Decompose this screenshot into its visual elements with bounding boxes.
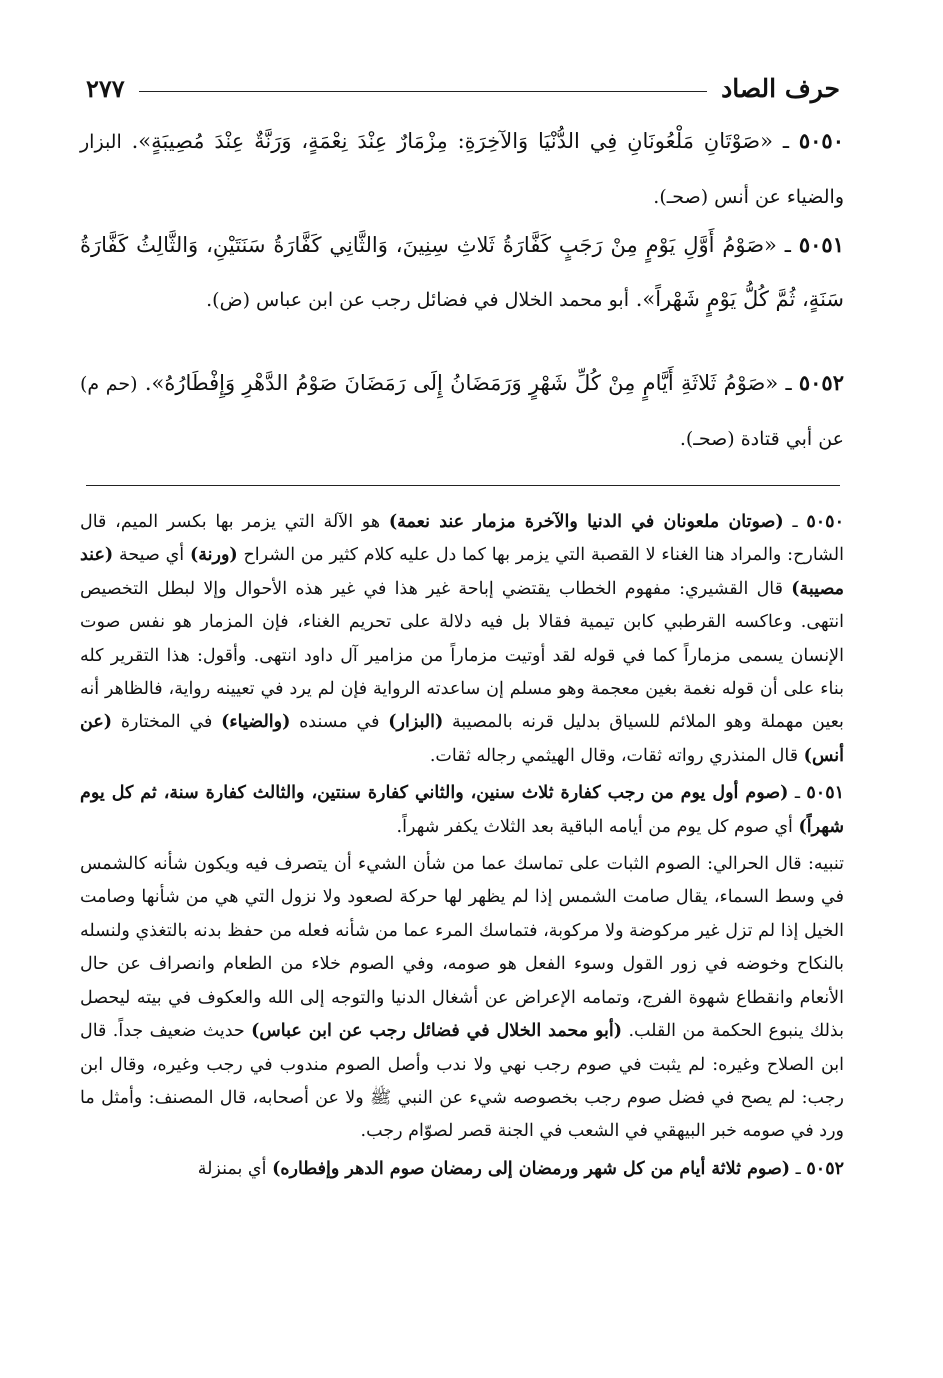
quoted-source: (أبو محمد الخلال في فضائل رجب عن ابن عباس) — [251, 1021, 623, 1042]
commentary — [80, 506, 844, 1190]
hadith-text: «صَوْتَانِ مَلْعُونَانِ فِي الدُّنْيَا وَالآخِرَةِ: مِزْمَارٌ عِنْدَ نِعْمَةٍ، وَرَنَّةٌ عِنْدَ مُصِيبَةٍ». — [131, 129, 773, 153]
hadith-source: أبو محمد الخلال في فضائل رجب عن ابن عباس (ض). — [206, 289, 629, 311]
commentary-5050: ٥٠٥٠ ـ (صوتان ملعونان في الدنيا والآخرة مزمار عند نعمة) هو الآلة التي يزمر بها بكسر الميم، قال الشارح: والمراد هنا الغناء لا القصبة التي يزمر بها كما دل عليه كلام كثير من الشراح (ورنة) أي صيحة (عند مصيبة) قال القشيري: مفهوم الخطاب يقتضي إباحة غير هذا في غير هذه الأحوال وإلا لبطل التخصيص انتهى. وعاكسه القرطبي كابن تيمية فقالا بل فيه دلالة على تحريم الغناء، فإن المزمار هو نفس صوت الإنسان يسمى مزماراً كما في قوله لقد أوتيت مزماراً من مزامير آل داود انتهى. وأقول: هذا التقرير كله بناء على أن قوله نغمة بغين معجمة وهو مسلم إن ساعدته الرواية فإن لم يرد في تعيينه رواية، فالظاهر أنه بعين مهملة وهو الملائم للسياق بدليل قرنه بالمصيبة (البزار) في مسنده (والضياء) في المختارة (عن أنس) قال المنذري رواته ثقات، وقال الهيثمي رجاله ثقات. — [80, 512, 844, 766]
chapter-title: حرف الصاد — [721, 73, 840, 103]
hadith-number: ٥٠٥١ — [798, 232, 844, 257]
hadith-source: (حم م) عن أبي قتادة (صحـ). — [80, 373, 844, 450]
note-number: ٥٠٥٢ — [806, 1158, 844, 1179]
page-number: ٢٧٧ — [86, 73, 125, 103]
hadith-text: «صَوْمُ ثَلاثَةِ أَيَّامٍ مِنْ كُلِّ شَهْرٍ وَرَمَضَانُ إِلَى رَمَضَانَ صَوْمُ الدَّهْرِ وَإِفْطَارُهُ». — [144, 371, 779, 395]
quoted-hadith: (صوم أول يوم من رجب كفارة ثلاث سنين، والثاني كفارة سنتين، والثالث كفارة سنة، ثم كل يوم شهراً) — [80, 783, 844, 837]
quoted-hadith: (صوم ثلاثة أيام من كل شهر ورمضان إلى رمضان صوم الدهر وإفطاره) — [272, 1158, 791, 1179]
hadith-source: البزار والضياء عن أنس (صحـ). — [80, 131, 844, 208]
hadith-number: ٥٠٥٠ — [798, 128, 844, 153]
hadith-entry: ٥٠٥٢ ـ «صَوْمُ ثَلاثَةِ أَيَّامٍ مِنْ كُلِّ شَهْرٍ وَرَمَضَانُ إِلَى رَمَضَانَ صَوْمُ الدَّهْرِ وَإِفْطَارُهُ». (حم م) عن أبي قتادة (صحـ). — [80, 370, 844, 450]
hadith-entry: ٥٠٥٠ ـ «صَوْتَانِ مَلْعُونَانِ فِي الدُّنْيَا وَالآخِرَةِ: مِزْمَارٌ عِنْدَ نِعْمَةٍ، وَرَنَّةٌ عِنْدَ مُصِيبَةٍ». البزار والضياء عن أنس (صحـ). — [80, 128, 844, 208]
commentary-5052: ٥٠٥٢ ـ (صوم ثلاثة أيام من كل شهر ورمضان إلى رمضان صوم الدهر وإفطاره) أي بمنزلة — [197, 1158, 844, 1179]
commentary-tanbih: تنبيه: قال الحرالي: الصوم الثبات على تماسك عما من شأن الشيء أن يتصرف فيه ويكون شأنه كالشمس في وسط السماء، يقال صامت الشمس إذا لم يظهر لها حركة لصعود ولا نزول التي هي من شأنها وصامت الخيل إذا لم تزل غير مركوضة ولا مركوبة، فتماسك المرء عما من شأنه فعله من حفظ بدنه بالتغذي ولنسله بالنكاح وخوضه في زور القول وسوء الفعل هو صومه، وفي الصوم خلاء من الطعام وانصراف عن حال الأنعام وانقطاع شهوة الفرج، وتمامه الإعراض عن أشغال الدنيا والتوجه إلى الله والعكوف في بيته ليحصل بذلك ينبوع الحكمة من القلب. (أبو محمد الخلال في فضائل رجب عن ابن عباس) حديث ضعيف جداً. قال ابن الصلاح وغيره: لم يثبت في صوم رجب نهي ولا ندب وأصل الصوم مندوب في رجب وغيره، وقال ابن رجب: لم يصح في فضل صوم رجب بخصوصه شيء عن النبي ﷺ ولا عن أصحابه، قال المصنف: وأمثل ما ورد في صومه خبر البيهقي في الشعب في الجنة قصر لصوّام رجب. — [80, 854, 844, 1142]
commentary-5051: ٥٠٥١ ـ (صوم أول يوم من رجب كفارة ثلاث سنين، والثاني كفارة سنتين، والثالث كفارة سنة، ثم كل يوم شهراً) أي صوم كل يوم من أيامه الباقية بعد الثلاث يكفر شهراً. — [80, 783, 844, 837]
note-number: ٥٠٥١ — [806, 783, 844, 804]
note-number: ٥٠٥٠ — [806, 512, 844, 532]
hadith-entry: ٥٠٥١ ـ «صَوْمُ أَوَّلِ يَوْمٍ مِنْ رَجَبٍ كَفَّارَةُ ثَلاثِ سِنِينَ، وَالثَّانِي كَفَّارَةُ سَنَتَيْنِ، وَالثَّالِثُ كَفَّارَةُ سَنَةٍ، ثُمَّ كُلُّ يَوْمٍ شَهْراً». أبو محمد الخلال في فضائل رجب عن ابن عباس (ض). — [80, 232, 844, 311]
hadith-number: ٥٠٥٢ — [798, 370, 844, 395]
header-rule — [139, 91, 707, 92]
page-header — [86, 70, 840, 106]
quoted-hadith: (صوتان ملعونان في الدنيا والآخرة مزمار عند نعمة) — [388, 512, 784, 532]
footnote-divider — [86, 485, 840, 486]
hadith-text: «صَوْمُ أَوَّلِ يَوْمٍ مِنْ رَجَبٍ كَفَّارَةُ ثَلاثِ سِنِينَ، وَالثَّانِي كَفَّارَةُ سَنَتَيْنِ، وَالثَّالِثُ كَفَّارَةُ سَنَةٍ، ثُمَّ كُلُّ يَوْمٍ شَهْراً». — [80, 233, 844, 311]
